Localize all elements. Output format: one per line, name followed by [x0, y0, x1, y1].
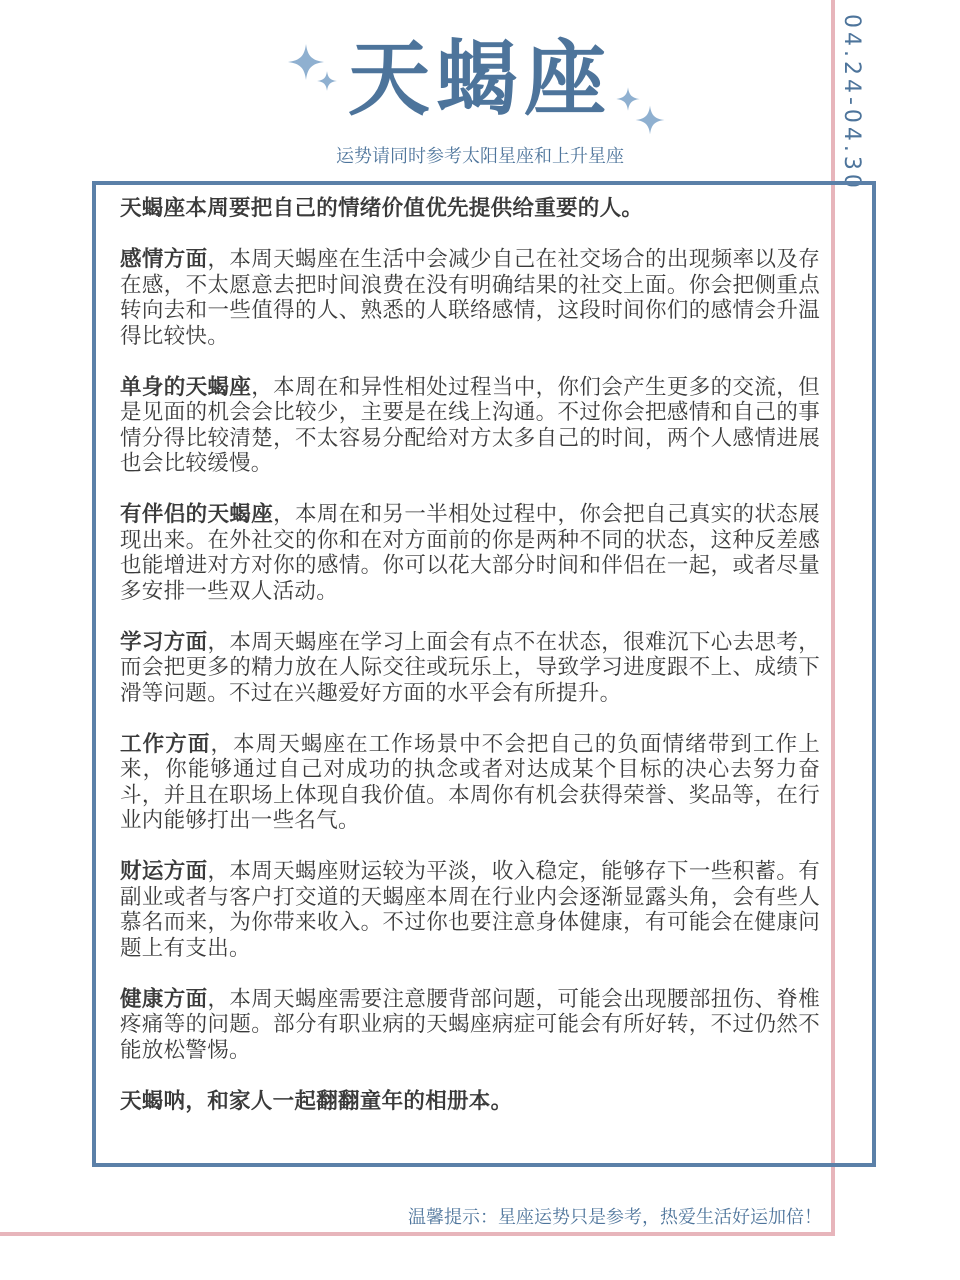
- section-heading: 感情方面: [120, 247, 208, 272]
- section-text: ，本周天蝎座需要注意腰背部问题，可能会出现腰部扭伤、脊椎疼痛等的问题。部分有职业病的天蝎座病症可能会有所好转，不过仍然不能放松警惕。: [120, 986, 821, 1063]
- section-paragraph: [120, 859, 820, 961]
- footer-tip: 温馨提示：星座运势只是参考，热爱生活好运加倍！: [408, 1207, 822, 1228]
- section-paragraph: [120, 375, 820, 477]
- section-paragraph: [120, 502, 820, 604]
- section-paragraph: [120, 630, 820, 707]
- section-text: ，本周天蝎座财运较为平淡，收入稳定，能够存下一些积蓄。有副业或者与客户打交道的天蝎座本周在行业内会逐渐显露头角，会有些人慕名而来，为你带来收入。不过你也要注意身体健康，有可能会在健康问题上有支出。: [120, 859, 821, 961]
- section-text: ，本周天蝎座在工作场景中不会把自己的负面情绪带到工作上来，你能够通过自己对成功的执念或者对达成某个目标的决心去努力奋斗，并且在职场上体现自我价值。本周你有机会获得荣誉、奖品等，在行业内能够打出一些名气。: [120, 731, 821, 833]
- section-heading: 有伴侣的天蝎座: [120, 502, 274, 527]
- horoscope-content: [120, 196, 820, 1140]
- page-subtitle: 运势请同时参考太阳星座和上升星座: [336, 146, 624, 167]
- section-heading: 学习方面: [120, 629, 208, 655]
- section-heading: 健康方面: [120, 986, 208, 1012]
- section-text: ，本周在和另一半相处过程中，你会把自己真实的状态展现出来。在外社交的你和在对方面前的你是两种不同的状态，这种反差感也能增进对方对你的感情。你可以花大部分时间和伴侣在一起，或者尽量多安排一些双人活动。: [120, 502, 820, 604]
- section-paragraph: [120, 247, 820, 349]
- section-text: ，本周在和异性相处过程当中，你们会产生更多的交流，但是见面的机会会比较少，主要是在线上沟通。不过你会把感情和自己的事情分得比较清楚，不太容易分配给对方太多自己的时间，两个人感情进展也会比较缓慢。: [120, 374, 820, 476]
- page-title: 天蝎座: [347, 32, 612, 127]
- section-text: ，本周天蝎座在生活中会减少自己在社交场合的出现频率以及存在感，不太愿意去把时间浪费在没有明确结果的社交上面。你会把侧重点转向去和一些值得的人、熟悉的人联络感情，这段时间你们的感情会升温得比较快。: [120, 247, 821, 349]
- pink-frame-horizontal: [0, 1232, 835, 1236]
- section-paragraph: [120, 987, 820, 1064]
- section-heading: 工作方面: [120, 731, 211, 757]
- date-range: 04.24-04.30: [839, 14, 864, 192]
- section-heading: 单身的天蝎座: [120, 374, 252, 400]
- section-paragraph: [120, 732, 820, 834]
- section-text: ，本周天蝎座在学习上面会有点不在状态，很难沉下心去思考，而会把更多的精力放在人际交往或玩乐上，导致学习进度跟不上、成绩下滑等问题。不过在兴趣爱好方面的水平会有所提升。: [120, 629, 821, 706]
- intro-paragraph: 天蝎座本周要把自己的情绪价值优先提供给重要的人。: [120, 196, 644, 221]
- section-heading: 财运方面: [120, 859, 208, 884]
- closing-paragraph: 天蝎呐，和家人一起翻翻童年的相册本。: [120, 1088, 513, 1114]
